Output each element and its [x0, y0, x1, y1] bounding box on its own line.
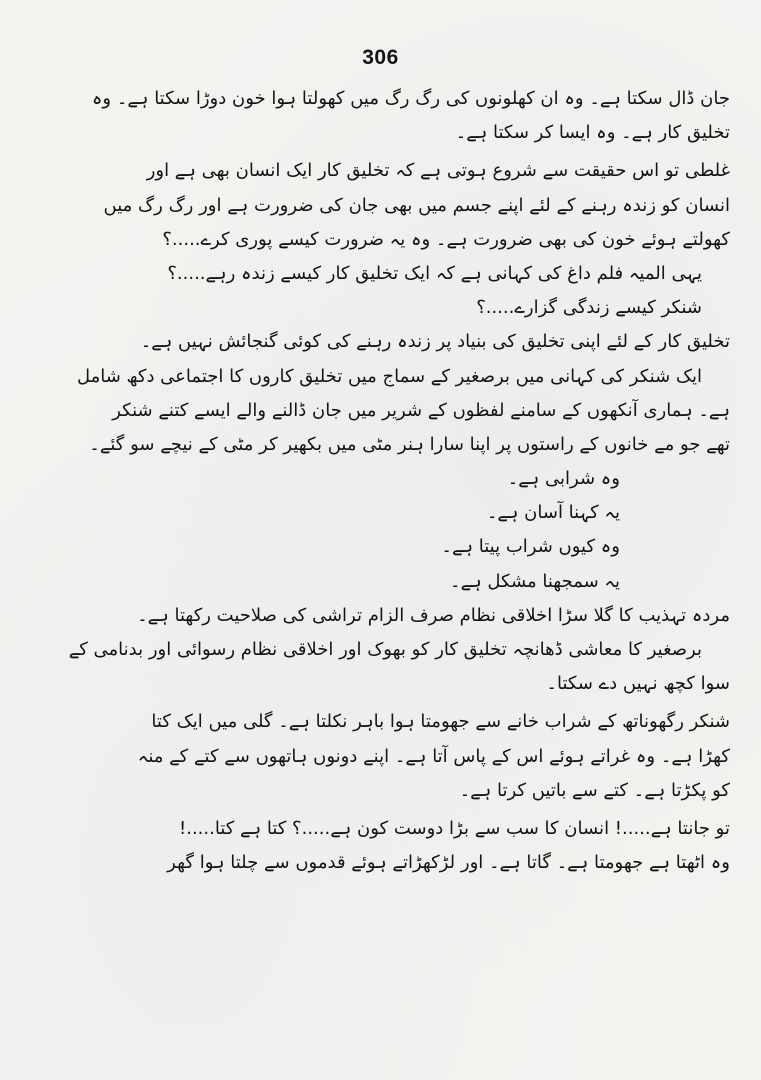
- text-line: انسان کو زندہ رہنے کے لئے اپنے جسم میں بھی جان کی ضرورت ہے اور رگ رگ میں: [103, 194, 730, 216]
- text-line: کو پکڑتا ہے۔ کتے سے باتیں کرتا ہے۔: [459, 779, 730, 801]
- text-line: تھے جو مے خانوں کے راستوں پر اپنا سارا ہنر مٹی میں بکھیر کر مٹی کے نیچے سو گئے۔: [89, 433, 730, 455]
- text-line: یہ کہنا آسان ہے۔: [486, 502, 620, 524]
- text-line: تخلیق کار کے لئے اپنی تخلیق کی بنیاد پر زندہ رہنے کی کوئی گنجائش نہیں ہے۔: [140, 331, 730, 353]
- text-line: شنکر کیسے زندگی گزارے.....؟: [476, 297, 702, 319]
- text-line: تخلیق کار ہے۔ وہ ایسا کر سکتا ہے۔: [455, 122, 730, 144]
- text-line: سوا کچھ نہیں دے سکتا۔: [546, 673, 730, 695]
- page-number: 306: [362, 46, 399, 69]
- text-line: وہ کیوں شراب پیتا ہے۔: [441, 536, 620, 558]
- text-line: ایک شنکر کی کہانی میں برصغیر کے سماج میں تخلیق کاروں کا اجتماعی دکھ شامل: [76, 365, 702, 387]
- text-line: برصغیر کا معاشی ڈھانچہ تخلیق کار کو بھوک اور اخلاقی نظام رسوائی اور بدنامی کے: [68, 639, 702, 660]
- text-line: یہ سمجھنا مشکل ہے۔: [450, 570, 620, 592]
- text-line: وہ اٹھتا ہے جھومتا ہے۔ گاتا ہے۔ اور لڑکھڑاتے ہوئے قدموں سے چلتا ہوا گھر: [167, 852, 730, 874]
- body-text: [34, 82, 730, 880]
- text-line: ہے۔ ہماری آنکھوں کے سامنے لفظوں کے شریر میں جان ڈالنے والے ایسے کتنے شنکر: [112, 399, 730, 421]
- text-line: غلطی تو اس حقیقت سے شروع ہوتی ہے کہ تخلیق کار ایک انسان بھی ہے اور: [146, 160, 730, 182]
- text-line: کھولتے ہوئے خون کی بھی ضرورت ہے۔ وہ یہ ضرورت کیسے پوری کرے.....؟: [162, 228, 730, 250]
- text-line: جان ڈال سکتا ہے۔ وہ ان کھلونوں کی رگ رگ میں کھولتا ہوا خون دوڑا سکتا ہے۔ وہ: [91, 88, 730, 109]
- text-line: وہ شرابی ہے۔: [507, 468, 620, 490]
- text-line: مردہ تہذیب کا گلا سڑا اخلاقی نظام صرف الزام تراشی کی صلاحیت رکھتا ہے۔: [137, 604, 730, 626]
- text-line: یہی المیہ فلم داغ کی کہانی ہے کہ ایک تخلیق کار کیسے زندہ رہے.....؟: [167, 262, 702, 284]
- text-line: کھڑا ہے۔ وہ غراتے ہوئے اس کے پاس آتا ہے۔ اپنے دونوں ہاتھوں سے کتے کے منہ: [137, 745, 730, 767]
- text-line: شنکر رگھوناتھ کے شراب خانے سے جھومتا ہوا باہر نکلتا ہے۔ گلی میں ایک کتا: [151, 711, 730, 733]
- text-line: تو جانتا ہے.....! انسان کا سب سے بڑا دوست کون ہے.....؟ کتا ہے کتا.....!: [179, 817, 730, 839]
